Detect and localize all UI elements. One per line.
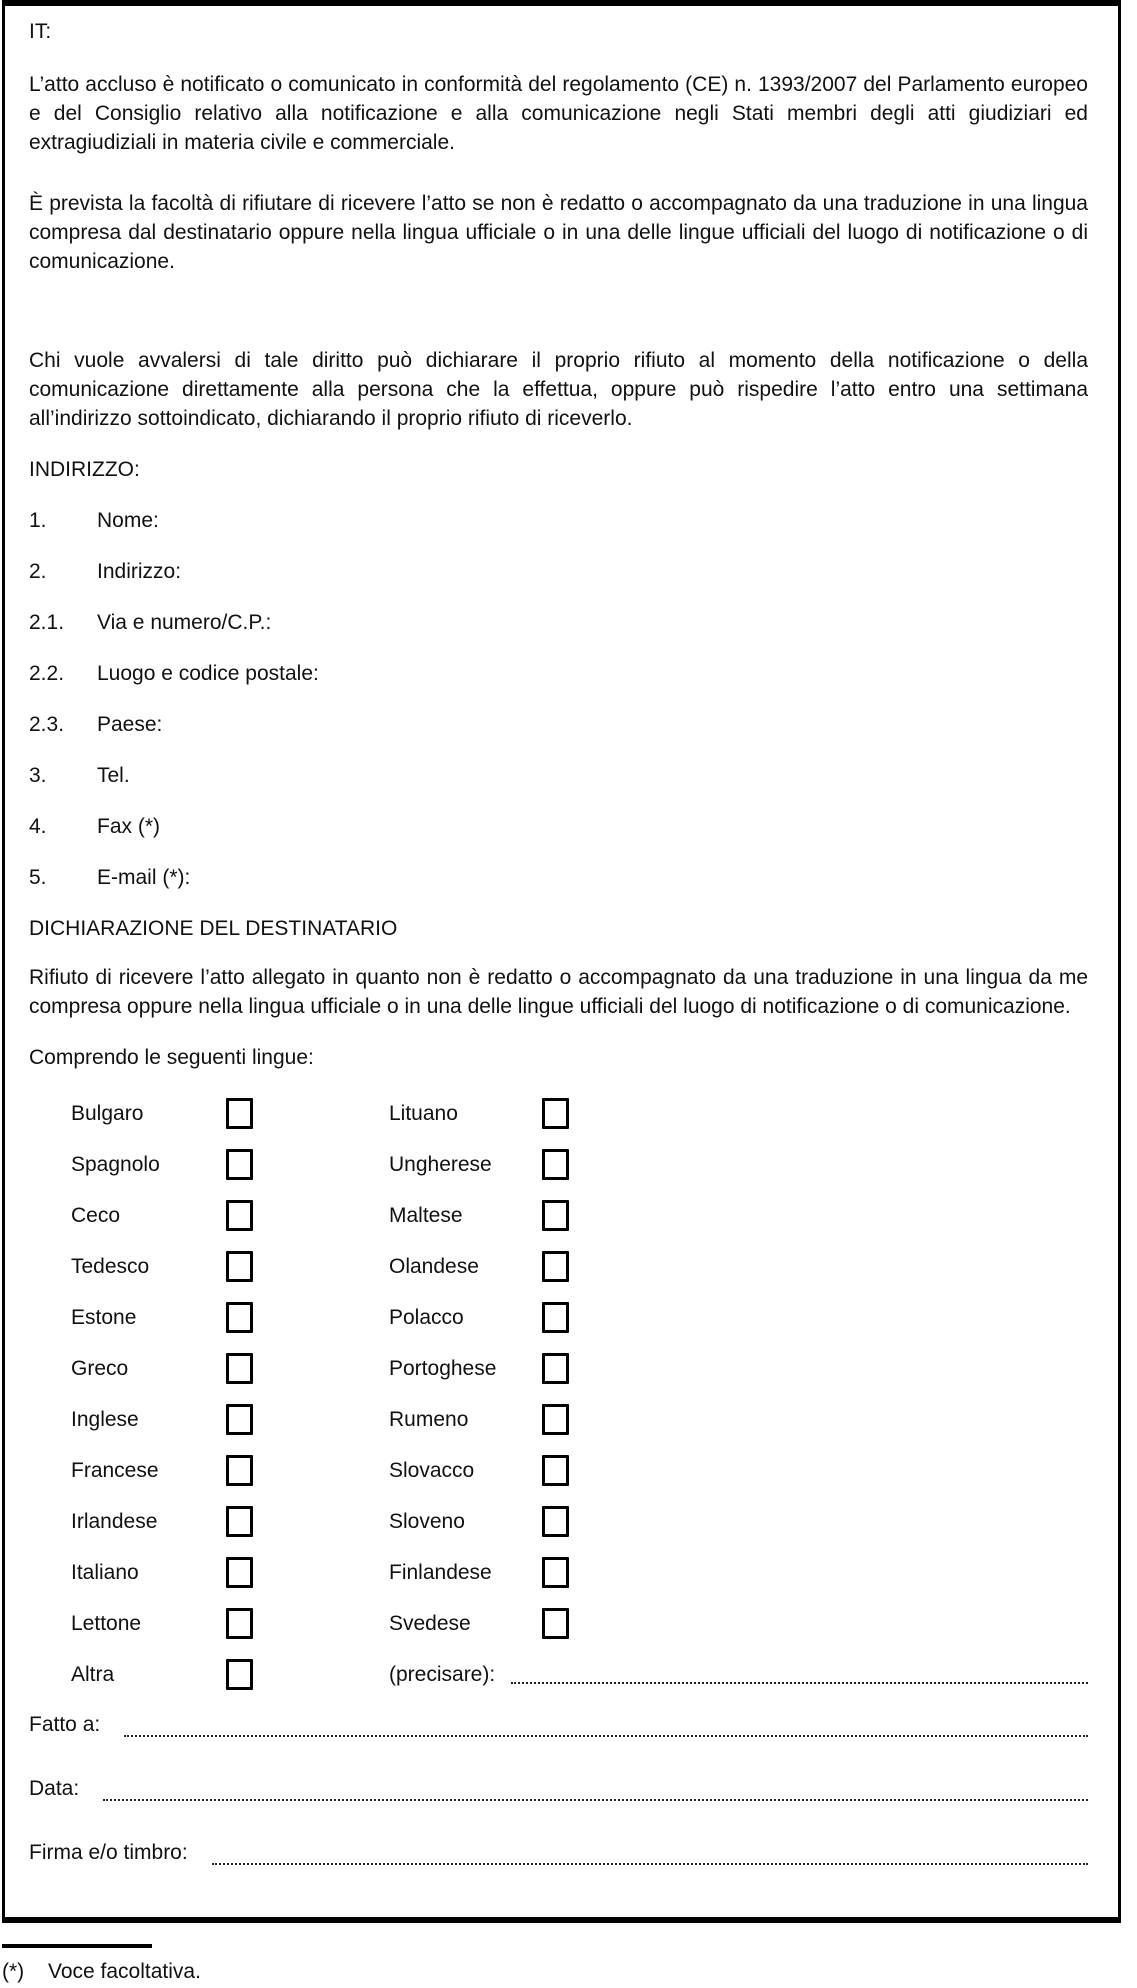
item-label: Paese: [97, 713, 163, 736]
language-label: Estone [71, 1305, 137, 1329]
language-label: Svedese [389, 1611, 471, 1635]
signature-block [29, 1710, 1088, 1868]
language-checkbox[interactable] [226, 1200, 253, 1231]
languages-checkbox-table [29, 1098, 1088, 1639]
language-label: Ceco [71, 1203, 121, 1227]
language-checkbox[interactable] [226, 1404, 253, 1435]
item-number: 2.3. [29, 713, 65, 736]
language-checkbox[interactable] [226, 1557, 253, 1588]
item-label: Fax (*) [97, 815, 160, 838]
address-item [29, 761, 1088, 790]
language-label: Bulgaro [71, 1101, 144, 1125]
language-checkbox[interactable] [226, 1506, 253, 1537]
language-checkbox[interactable] [542, 1098, 569, 1129]
language-label: Inglese [71, 1407, 139, 1431]
dotted-fill-line[interactable] [103, 1799, 1088, 1801]
address-item [29, 659, 1088, 688]
item-number: 3. [29, 764, 47, 787]
address-item [29, 608, 1088, 637]
language-label: Finlandese [389, 1560, 492, 1584]
language-label: Polacco [389, 1305, 464, 1329]
signature-row [29, 1774, 1088, 1804]
language-label: Olandese [389, 1254, 479, 1278]
signature-row [29, 1838, 1088, 1868]
item-label: Luogo e codice postale: [97, 662, 319, 685]
language-row [29, 1455, 1088, 1486]
language-label: Italiano [71, 1560, 139, 1584]
address-item [29, 506, 1088, 535]
language-label: Maltese [389, 1203, 463, 1227]
footnote-text: Voce facoltativa. [48, 1960, 201, 1983]
precisare-label: (precisare): [389, 1662, 496, 1686]
language-label: Greco [71, 1356, 129, 1380]
language-checkbox[interactable] [542, 1506, 569, 1537]
intro-paragraph-3: Chi vuole avvalersi di tale diritto può dichiarare il proprio rifiuto al momento della notificazione o della comunicazione direttamente alla persona che la effettua, oppure può rispedire l’atto entro una settimana all’indirizzo sottoindicato, dichiarando il proprio rifiuto di riceverlo. [29, 349, 1088, 430]
language-row [29, 1098, 1088, 1129]
language-label: Irlandese [71, 1509, 158, 1533]
language-checkbox[interactable] [226, 1353, 253, 1384]
item-number: 2.1. [29, 611, 65, 634]
language-label: Lettone [71, 1611, 142, 1635]
language-checkbox[interactable] [226, 1149, 253, 1180]
language-row [29, 1200, 1088, 1231]
signature-label: Fatto a: [29, 1713, 101, 1736]
language-checkbox[interactable] [226, 1098, 253, 1129]
language-label: Sloveno [389, 1509, 465, 1533]
address-item [29, 863, 1088, 892]
language-row [29, 1149, 1088, 1180]
language-checkbox[interactable] [542, 1455, 569, 1486]
signature-label: Data: [29, 1777, 80, 1800]
intro-paragraph-2: È prevista la facoltà di rifiutare di ricevere l’atto se non è redatto o accompagnato da una traduzione in una lingua compresa dal destinatario oppure nella lingua ufficiale o in una delle lingue ufficiali del luogo di notificazione o di comunicazione. [29, 192, 1088, 273]
signature-row [29, 1710, 1088, 1740]
dotted-fill-line[interactable] [124, 1735, 1088, 1737]
item-number: 4. [29, 815, 47, 838]
language-checkbox[interactable] [542, 1353, 569, 1384]
language-row [29, 1506, 1088, 1537]
language-checkbox[interactable] [226, 1455, 253, 1486]
language-label: Lituano [389, 1101, 458, 1125]
item-label: Indirizzo: [97, 560, 182, 583]
item-number: 2. [29, 560, 47, 583]
item-label: Via e numero/C.P.: [97, 611, 272, 634]
language-label: Portoghese [389, 1356, 497, 1380]
language-label: Slovacco [389, 1458, 475, 1482]
language-row-other [29, 1659, 1088, 1690]
item-number: 5. [29, 866, 47, 889]
address-heading: INDIRIZZO: [29, 458, 140, 481]
language-tag: IT: [29, 20, 52, 43]
address-list [29, 506, 1088, 892]
language-checkbox[interactable] [542, 1251, 569, 1282]
footnote-marker: (*) [2, 1960, 25, 1983]
signature-label: Firma e/o timbro: [29, 1841, 188, 1864]
address-item [29, 812, 1088, 841]
item-number: 2.2. [29, 662, 65, 685]
dotted-fill-line[interactable] [511, 1682, 1088, 1684]
declaration-paragraph: Rifiuto di ricevere l’atto allegato in quanto non è redatto o accompagnato da una traduzione in una lingua da me compresa oppure nella lingua ufficiale o in una delle lingue ufficiali del luogo di notificazione o di comunicazione. [29, 966, 1088, 1018]
language-label: Altra [71, 1662, 115, 1686]
language-checkbox[interactable] [542, 1608, 569, 1639]
language-checkbox[interactable] [226, 1659, 253, 1690]
footnote [2, 1958, 201, 1985]
language-label: Ungherese [389, 1152, 492, 1176]
language-label: Rumeno [389, 1407, 469, 1431]
language-checkbox[interactable] [542, 1302, 569, 1333]
language-checkbox[interactable] [542, 1557, 569, 1588]
item-label: Tel. [97, 764, 130, 787]
intro-paragraph-1: L’atto accluso è notificato o comunicato in conformità del regolamento (CE) n. 1393/2007 del Parlamento europeo e del Consiglio relativo alla notificazione e alla comunicazione negli Stati membri degli atti giudiziari ed extragiudiziali in materia civile e commerciale. [29, 73, 1088, 154]
declaration-heading: DICHIARAZIONE DEL DESTINATARIO [29, 917, 398, 940]
language-row [29, 1557, 1088, 1588]
language-label: Francese [71, 1458, 159, 1482]
language-checkbox[interactable] [542, 1200, 569, 1231]
dotted-fill-line[interactable] [212, 1863, 1088, 1865]
languages-intro: Comprendo le seguenti lingue: [29, 1046, 314, 1069]
language-label: Tedesco [71, 1254, 150, 1278]
form-border-box [2, 0, 1121, 1923]
address-item [29, 557, 1088, 586]
language-checkbox[interactable] [226, 1251, 253, 1282]
language-row [29, 1251, 1088, 1282]
language-row [29, 1404, 1088, 1435]
footnote-separator [2, 1944, 152, 1948]
language-row [29, 1302, 1088, 1333]
address-item [29, 710, 1088, 739]
item-number: 1. [29, 509, 47, 532]
item-label: E-mail (*): [97, 866, 191, 889]
language-row [29, 1608, 1088, 1639]
language-label: Spagnolo [71, 1152, 160, 1176]
language-checkbox[interactable] [542, 1404, 569, 1435]
language-row [29, 1353, 1088, 1384]
item-label: Nome: [97, 509, 159, 532]
language-checkbox[interactable] [542, 1149, 569, 1180]
language-checkbox[interactable] [226, 1608, 253, 1639]
language-checkbox[interactable] [226, 1302, 253, 1333]
